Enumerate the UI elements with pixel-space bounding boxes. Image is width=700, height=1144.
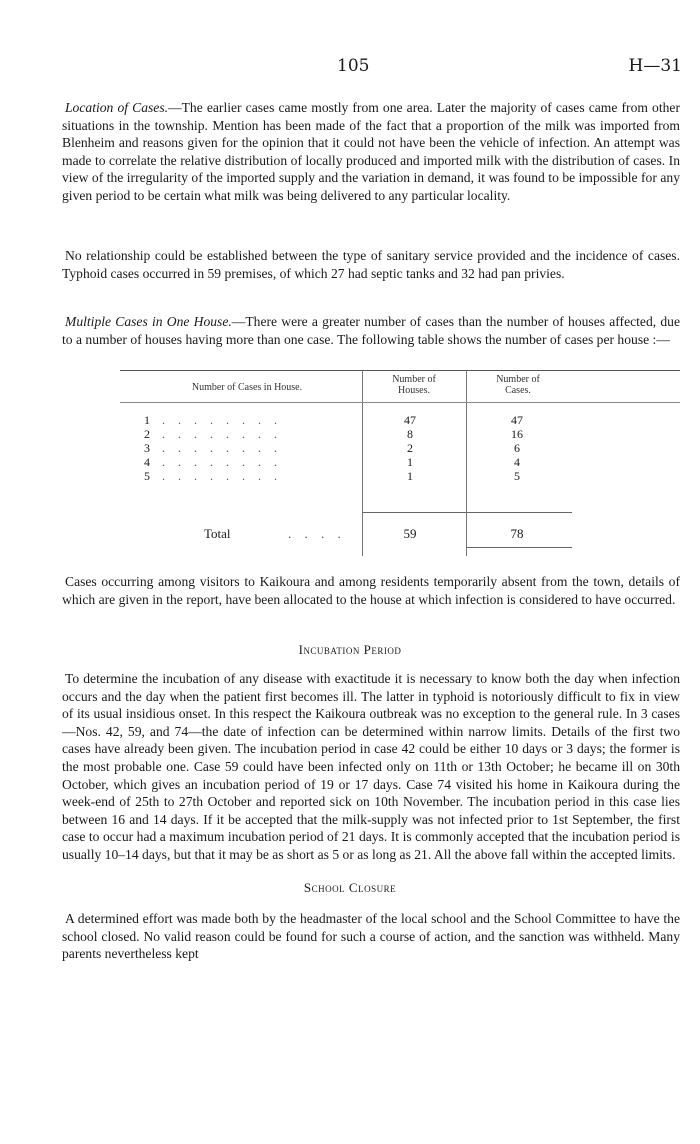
row-cases-in-house: 2 (144, 427, 150, 441)
table-header-rule (120, 402, 680, 403)
multiple-cases-heading: Multiple Cases in One House. (65, 314, 232, 329)
page-number: 105 (337, 56, 370, 76)
cases-per-house-table (62, 370, 680, 556)
row-cases-in-house: 1 (144, 413, 150, 427)
table-top-rule (120, 370, 680, 371)
school-closure-heading: School Closure (303, 880, 397, 895)
incubation-period-paragraph: To determine the incubation of any disease with exactitude it is necessary to know both the day when infection occurs and the day when the patient first becomes ill. The latter in typhoid is notoriously difficult to fix in view of its usual insidious onset. In this respect the Kaikoura outbreak was no exception to the general rule. In 3 cases—Nos. 42, 59, and 74—the date of infection can be determined within narrow limits. Details of the first two cases have already been given. The incubation period in case 42 could be either 10 days or 3 days; the former is the most probable one. Case 59 could have been infected only on 11th or 13th October; he became ill on 30th October, which gives an incubation period of 19 or 17 days. Case 74 visited his home in Kaikoura during the week-end of 25th to 27th October and reported sick on 10th November. The incubation period in this case lies between 16 and 14 days. If it be accepted that the milk-supply was not infected prior to 1st September, the first case to occur had a maximum incubation period of 21 days. It is commonly accepted that the incubation period is usually 10–14 days, but that it may be as short as 5 or as long as 21. All the above fall within the accepted limits. (62, 671, 680, 862)
row-houses: 47 (404, 413, 416, 427)
column-header-cases-in-house: Number of Cases in House. (191, 382, 303, 393)
column-header-houses-line1: Number of (392, 374, 436, 385)
row-houses: 1 (407, 455, 413, 469)
incubation-period-heading: Incubation Period (298, 642, 402, 657)
row-leader-dots: . . . . . . . . (162, 455, 282, 469)
page-header (0, 56, 700, 80)
row-leader-dots: . . . . . . . . (162, 413, 282, 427)
table-row (62, 470, 680, 482)
multiple-cases-text: —There were a greater number of cases than the number of houses affected, due to a number of houses having more than one case. The following table shows the number of cases per house :— (62, 314, 680, 347)
document-code: H—31 (628, 56, 682, 76)
row-cases: 16 (511, 427, 523, 441)
row-cases-in-house: 4 (144, 455, 150, 469)
location-of-cases-paragraph (62, 99, 680, 205)
column-header-houses (372, 374, 456, 396)
row-cases-in-house: 3 (144, 441, 150, 455)
row-leader-dots: . . . . . . . . (162, 441, 282, 455)
location-of-cases-heading: Location of Cases. (65, 100, 169, 115)
row-cases: 5 (514, 469, 520, 483)
sanitary-paragraph: No relationship could be established between the type of sanitary service provided and the incidence of cases. Typhoid cases occurred in 59 premises, of which 27 had septic tanks and 32 had pan privies. (62, 248, 680, 281)
total-leader-dots: . . . . (288, 526, 346, 541)
table-row (62, 442, 680, 454)
row-houses: 8 (407, 427, 413, 441)
row-leader-dots: . . . . . . . . (162, 469, 282, 483)
multiple-cases-paragraph (62, 313, 680, 348)
row-leader-dots: . . . . . . . . (162, 427, 282, 441)
row-houses: 1 (407, 469, 413, 483)
row-cases: 6 (514, 441, 520, 455)
column-header-cases (476, 374, 560, 396)
row-cases-in-house: 5 (144, 469, 150, 483)
location-of-cases-text: —The earlier cases came mostly from one area. Later the majority of cases came from other situations in the township. Mention has been made of the fact that a proportion of the milk was imported from Blenheim and reasons given for the opinion that it could not have been the vehicle of infection. An attempt was made to correlate the relative distribution of locally produced and imported milk with the distribution of cases. In view of the irregularity of the imported supply and the variation in demand, it was found to be impossible for any given period to be certain what milk was being delivered to any particular locality. (62, 100, 680, 203)
row-cases: 4 (514, 455, 520, 469)
column-header-cases-line2: Cases. (505, 385, 531, 396)
total-houses: 59 (403, 526, 417, 541)
total-label: Total (204, 526, 231, 541)
column-header-houses-line2: Houses. (398, 385, 430, 396)
row-cases: 47 (511, 413, 523, 427)
row-houses: 2 (407, 441, 413, 455)
visitors-paragraph: Cases occurring among visitors to Kaikoura and among residents temporarily absent from the town, details of which are given in the report, have been allocated to the house at which infection is considered to have occurred. (62, 574, 680, 607)
school-closure-paragraph: A determined effort was made both by the headmaster of the local school and the School Committee to have the school closed. No valid reason could be found for such a course of action, and the sanction was withheld. Many parents nevertheless kept (62, 911, 680, 962)
table-row (62, 414, 680, 426)
total-cases: 78 (510, 526, 524, 541)
table-row (62, 456, 680, 468)
table-row (62, 428, 680, 440)
total-rule (362, 512, 572, 513)
column-header-cases-line1: Number of (496, 374, 540, 385)
total-bottom-rule (466, 547, 572, 548)
